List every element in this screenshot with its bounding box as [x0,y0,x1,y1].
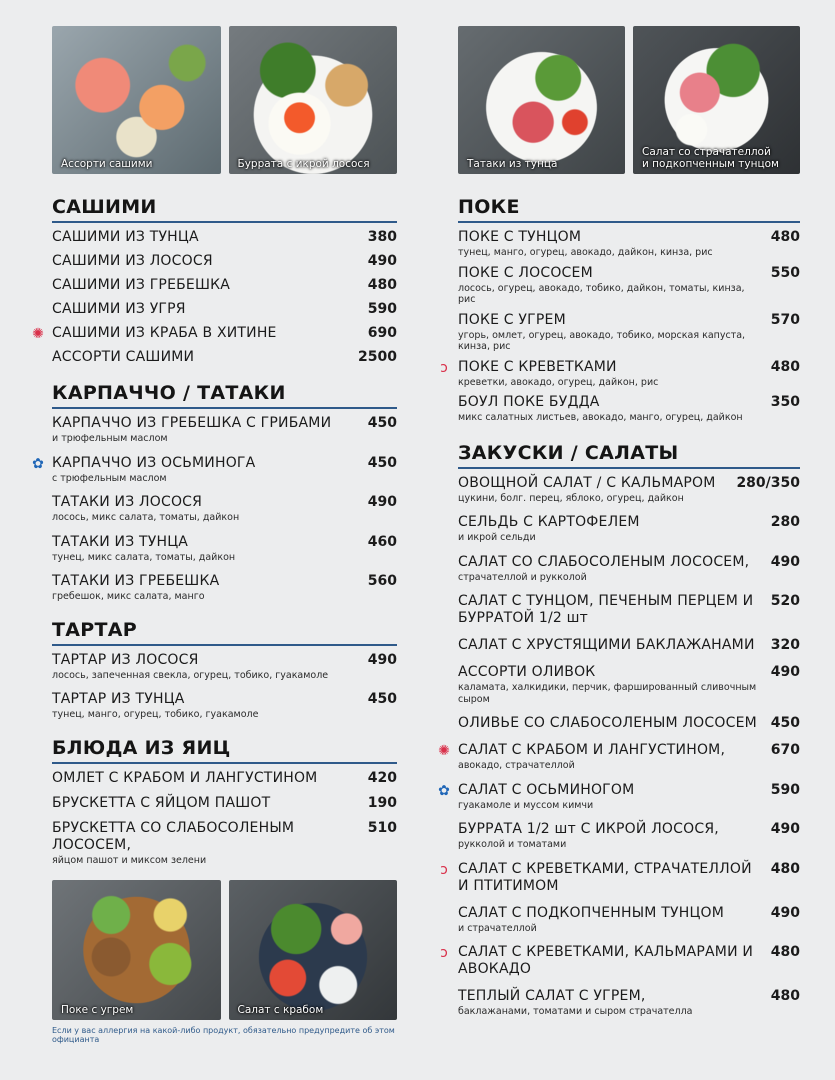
section-items [32,229,397,366]
section-title: КАРПАЧЧО / ТАТАКИ [52,382,397,409]
menu-item-text [458,554,771,584]
menu-item-name: КАРПАЧЧО ИЗ ОСЬМИНОГА [52,454,256,471]
menu-item-name: ТАТАКИ ИЗ ЛОСОСЯ [52,494,203,510]
photo-caption: Салат со страчателлой и подкопченным тунцом [642,146,779,170]
menu-item-text [52,494,368,524]
menu-item [52,820,397,867]
allergy-footnote: Если у вас аллергия на какой-либо продукт, обязательно предупредите об этом официанта [52,1026,395,1044]
menu-item-name: БУРРАТА 1/2 шт С ИКРОЙ ЛОСОСЯ, [458,821,719,837]
menu-item-text [458,265,771,306]
menu-item-price: 380 [367,229,397,245]
menu-item-name: БРУСКЕТТА СО СЛАБОСОЛЕНЫМ ЛОСОСЕМ, [52,819,295,853]
menu-item-text [458,394,771,424]
menu-item-price: 280/350 [736,474,800,491]
menu-item-name: САШИМИ ИЗ УГРЯ [52,301,186,317]
menu-item [458,664,800,705]
menu-item-price: 490 [770,553,800,570]
menu-item-name: ТАТАКИ ИЗ ТУНЦА [52,533,189,550]
menu-item [52,795,397,812]
menu-item-text [458,475,736,505]
menu-item [458,265,800,306]
menu-item-name: САЛАТ СО СЛАБОСОЛЕНЫМ ЛОСОСЕМ, [458,553,750,570]
menu-item-name: ТАРТАР ИЗ ЛОСОСЯ [52,651,199,668]
crab-icon: ✺ [438,743,450,759]
menu-item-price: 480 [367,277,397,293]
menu-item-name: САЛАТ С ТУНЦОМ, ПЕЧЕНЫМ ПЕРЦЕМ И БУРРАТОЙ 1/2 шт [458,593,754,626]
menu-item-name: САЛАТ С ОСЬМИНОГОМ [458,781,635,798]
section-title: ПОКЕ [458,196,800,223]
menu-item-price: 560 [367,573,397,589]
photo-row-top-left [52,26,397,174]
menu-item [458,905,800,935]
menu-item-text [52,415,368,445]
menu-section [440,196,800,424]
menu-item [52,534,397,564]
menu-item-price: 690 [367,325,397,341]
octopus-icon: ✿ [438,782,450,799]
menu-item-price: 2500 [358,349,397,365]
menu-item-name: САШИМИ ИЗ КРАБА В ХИТИНЕ [52,325,277,341]
menu-item [440,944,800,978]
menu-item-description: гребешок, микс салата, манго [52,591,205,602]
menu-item-text [458,514,771,544]
menu-item [458,312,800,353]
menu-item-text [52,229,368,246]
menu-item-name: САЛАТ С КРЕВЕТКАМИ, СТРАЧАТЕЛЛОЙ И ПТИТИМОМ [458,860,752,894]
menu-item-text [52,573,368,603]
menu-item-name: САЛАТ С КРАБОМ И ЛАНГУСТИНОМ, [458,742,726,758]
menu-section [32,382,397,603]
menu-item [458,715,800,732]
menu-item-description: баклажанами, томатами и сыром страчателла [458,1006,693,1017]
menu-item-description: тунец, манго, огурец, авокадо, дайкон, кинза, рис [458,247,713,258]
photo-caption: Буррата с икрой лосося [237,158,370,170]
menu-item-price: 490 [770,821,800,837]
menu-item-price: 490 [367,253,397,269]
menu-item [52,770,397,787]
menu-item-price: 480 [770,988,800,1004]
menu-item [458,593,800,627]
dish-photo [229,26,398,174]
menu-item-description: каламата, халкидики, перчик, фаршированный сливочным сыром [458,682,757,705]
menu-item [440,860,800,895]
menu-item-price: 480 [770,944,800,960]
dish-photo [229,880,398,1020]
menu-item-description: лосось, микс салата, томаты, дайкон [52,512,240,523]
section-title: САШИМИ [52,196,397,223]
menu-item-text [52,770,368,787]
menu-item-text [458,359,771,389]
dish-photo [458,26,625,174]
menu-item [52,253,397,270]
menu-item [458,554,800,584]
menu-item [52,415,397,445]
menu-item-text [52,534,368,564]
photo-caption: Татаки из тунца [467,158,558,170]
menu-item-text [458,861,771,895]
menu-item-price: 190 [367,794,397,811]
menu-item-text [52,795,368,812]
menu-item-description: микс салатных листьев, авокадо, манго, огурец, дайкон [458,412,743,423]
menu-item-name: АССОРТИ ОЛИВОК [458,664,596,680]
menu-item-price: 550 [770,264,800,281]
menu-item-text [458,664,771,705]
menu-item-text [458,988,771,1018]
menu-item-name: ОМЛЕТ С КРАБОМ И ЛАНГУСТИНОМ [52,769,318,786]
menu-item-description: страчателлой и рукколой [458,571,587,583]
menu-item-description: креветки, авокадо, огурец, дайкон, рис [458,376,659,388]
left-column [32,0,397,1044]
menu-item-text [458,782,771,812]
menu-item-name: САШИМИ ИЗ ЛОСОСЯ [52,253,213,269]
menu-item-name: ПОКЕ С УГРЕМ [458,311,566,328]
menu-item-name: ПОКЕ С КРЕВЕТКАМИ [458,358,617,375]
menu-item-text [52,652,368,682]
menu-item-name: КАРПАЧЧО ИЗ ГРЕБЕШКА С ГРИБАМИ [52,415,332,431]
menu-item-name: ТЕПЛЫЙ САЛАТ С УГРЕМ, [458,988,646,1004]
menu-item-text [458,905,771,935]
menu-item-text [52,301,368,318]
menu-section [52,737,397,867]
menu-item-text [52,277,368,294]
photo-caption: Салат с крабом [237,1004,324,1016]
section-title: ЗАКУСКИ / САЛАТЫ [458,442,800,469]
menu-item [52,277,397,294]
menu-item-price: 570 [770,311,800,328]
menu-item-name: ОВОЩНОЙ САЛАТ / С КАЛЬМАРОМ [458,474,716,491]
right-column [438,0,800,1018]
menu-item [458,475,800,505]
menu-item-name: САШИМИ ИЗ ГРЕБЕШКА [52,277,231,293]
menu-item-price: 480 [770,229,800,245]
dish-photo [52,880,221,1020]
right-sections [438,196,800,1018]
menu-item-text [52,325,368,342]
menu-item [32,325,397,342]
menu-item [52,652,397,682]
photo-row-top-right [458,26,800,174]
menu-item-name: САЛАТ С ПОДКОПЧЕННЫМ ТУНЦОМ [458,904,725,921]
menu-item-description: авокадо, страчателлой [458,760,575,771]
menu-item [52,573,397,603]
menu-item-name: САЛАТ С КРЕВЕТКАМИ, КАЛЬМАРАМИ И АВОКАДО [458,944,754,977]
menu-item-price: 590 [770,781,800,798]
menu-item [458,514,800,544]
shrimp-icon: ↄ [440,945,448,961]
menu-item-name: ТАРТАР ИЗ ТУНЦА [52,691,185,707]
menu-item-price: 320 [770,637,800,653]
menu-item-text [52,820,368,867]
menu-item [32,454,397,485]
shrimp-icon: ↄ [440,359,448,376]
menu-item-price: 450 [367,415,397,431]
menu-item [52,229,397,246]
section-items [52,770,397,867]
section-items [438,474,800,1018]
shrimp-icon: ↄ [440,861,448,878]
menu-item-price: 490 [367,651,397,668]
menu-item-price: 460 [367,533,397,550]
dish-photo [52,26,221,174]
menu-item-description: лосось, запеченная свекла, огурец, тобико, гуакамоле [52,669,329,681]
menu-item-description: и икрой сельди [458,532,536,543]
menu-item-description: с трюфельным маслом [52,472,167,484]
menu-item-description: тунец, микс салата, томаты, дайкон [52,551,236,563]
menu-item [440,358,800,389]
menu-item-name: ПОКЕ С ТУНЦОМ [458,229,582,245]
section-items [52,652,397,721]
menu-item-description: угорь, омлет, огурец, авокадо, тобико, морская капуста, кинза, рис [458,329,746,352]
menu-item [52,691,397,721]
menu-item-price: 480 [770,860,800,877]
menu-item-text [458,637,771,654]
menu-item-price: 590 [367,301,397,317]
menu-item-description: и трюфельным маслом [52,433,168,444]
menu-item-text [458,312,771,353]
menu-item-text [52,691,368,721]
menu-item-text [458,944,771,978]
menu-item-price: 280 [770,514,800,530]
menu-section [52,619,397,721]
menu-item-price: 450 [770,715,800,731]
menu-item-name: ОЛИВЬЕ СО СЛАБОСОЛЕНЫМ ЛОСОСЕМ [458,715,757,731]
menu-item [52,349,397,366]
menu-item-price: 450 [367,454,397,471]
photo-row-bottom-left [52,880,397,1020]
menu-item-text [52,349,358,366]
menu-item-price: 450 [367,691,397,707]
menu-section [32,196,397,366]
photo-caption: Поке с угрем [61,1004,134,1016]
menu-item-text [458,821,771,851]
menu-item [458,229,800,259]
menu-item-price: 420 [367,769,397,786]
section-items [440,229,800,424]
menu-item-price: 510 [367,819,397,836]
menu-item-name: СЕЛЬДЬ С КАРТОФЕЛЕМ [458,514,640,530]
octopus-icon: ✿ [32,455,44,472]
menu-item [438,781,800,812]
menu-item-description: тунец, манго, огурец, тобико, гуакамоле [52,709,259,720]
section-title: БЛЮДА ИЗ ЯИЦ [52,737,397,764]
menu-item-text [458,229,771,259]
menu-item-description: цукини, болг. перец, яблоко, огурец, дайкон [458,492,684,504]
menu-section [438,441,800,1018]
menu-item-name: АССОРТИ САШИМИ [52,349,195,365]
menu-item-price: 670 [770,742,800,758]
menu-item [458,821,800,851]
menu-item-name: ТАТАКИ ИЗ ГРЕБЕШКА [52,573,220,589]
menu-item [458,637,800,654]
crab-icon: ✺ [32,326,44,342]
menu-item-name: БОУЛ ПОКЕ БУДДА [458,394,600,410]
menu-item [458,394,800,424]
menu-item-description: лосось, огурец, авокадо, тобико, дайкон, томаты, кинза, рис [458,282,745,305]
menu-item-name: БРУСКЕТТА С ЯЙЦОМ ПАШОТ [52,794,271,811]
menu-item-price: 480 [770,358,800,375]
menu-item-name: ПОКЕ С ЛОСОСЕМ [458,264,593,281]
menu-item-name: САЛАТ С ХРУСТЯЩИМИ БАКЛАЖАНАМИ [458,637,755,653]
dish-photo [633,26,800,174]
section-title: ТАРТАР [52,619,397,646]
menu-item-text [458,742,771,772]
menu-item-text [458,593,771,627]
menu-item-text [52,253,368,270]
menu-item-price: 520 [770,593,800,609]
photo-caption: Ассорти сашими [61,158,153,170]
menu-item-description: и страчателлой [458,922,537,934]
menu-item-text [52,455,368,485]
menu-item-price: 490 [770,664,800,680]
section-items [32,415,397,603]
menu-item-name: САШИМИ ИЗ ТУНЦА [52,229,199,245]
menu-item-description: рукколой и томатами [458,839,567,850]
menu-item-price: 350 [770,394,800,410]
menu-item [52,494,397,524]
menu-item-text [458,715,771,732]
menu-item [438,742,800,772]
menu-item [458,988,800,1018]
menu-item-description: яйцом пашот и миксом зелени [52,854,207,866]
menu-item-description: гуакамоле и муссом кимчи [458,799,594,811]
menu-item-price: 490 [367,494,397,510]
left-sections [32,196,397,866]
menu-item-price: 490 [770,904,800,921]
menu-item [52,301,397,318]
